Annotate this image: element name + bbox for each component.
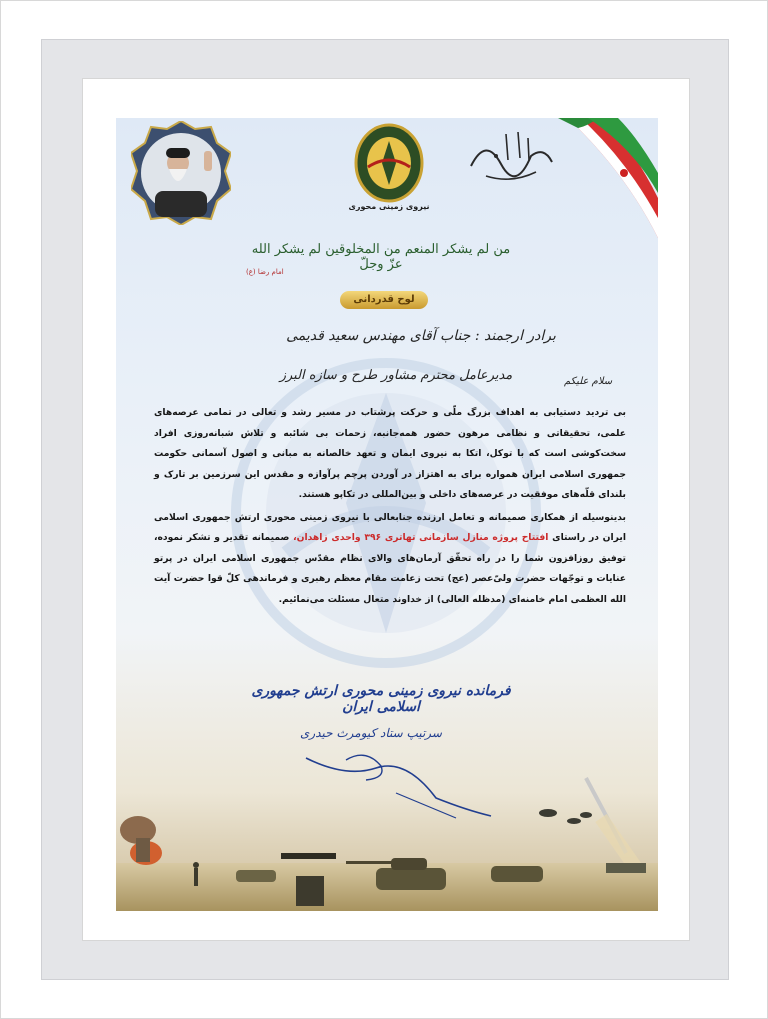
title-badge: لوح قدردانی	[340, 291, 428, 309]
paragraph-2	[154, 508, 626, 611]
paragraph-1: بی تردید دستیابی به اهداف بزرگ ملّی و حرکت پرشتاب در مسیر رشد و تعالی در تمامی عرصه‌های علمی، تحقیقاتی و نظامی مرهون حضور همه‌جانبه، زحمات بی شائبه و تلاش شبانه‌روزی افراد سخت‌کوشی است که با توکل، اتکا به نیروی ایمان و تعهد خالصانه به مبانی و اصول آسمانی حکومت جمهوری اسلامی ایران همواره برای به اهتزاز در آوردن پرچم پرآوازه و مقدس این سرزمین بر تارک و بلندای قلّه‌های موفقیت در عرصه‌های داخلی و بین‌المللی در تکاپو هستند.	[154, 407, 626, 500]
battlefield-illustration	[116, 758, 658, 911]
certificate-body	[154, 403, 626, 610]
hadith-reference: امام رضا (ع)	[246, 268, 284, 276]
army-emblem	[354, 123, 424, 205]
signatory-title: فرمانده نیروی زمینی محوری ارتش جمهوری اسلامی ایران	[251, 683, 511, 715]
header-hadith: من لم یشکر المنعم من المخلوقین لم یشکر الله عزّ وجلّ	[251, 242, 511, 272]
paragraph-2-end: صمیمانه تقدیر و تشکر نموده، توفیق روزافزون شما را در راه تحقّق آرمان‌های والای نظام مقدّس جمهوری اسلامی ایران در پرتو عنایات و توجّهات حضرت ولیّ‌عصر (عج) تحت زعامت مقام معظم رهبری و فرماندهی کلّ قوا حضرت آیت الله العظمی امام خامنه‌ای (مدظله العالی) از خداوند متعال مسئلت می‌نمائیم.	[154, 532, 626, 605]
basmala-calligraphy	[466, 126, 556, 188]
paragraph-2-start: بدینوسیله از همکاری صمیمانه و تعامل ارزنده جنابعالی با نیروی زمینی محوری ارتش جمهوری اسلامی ایران در راستای	[154, 511, 626, 543]
addressee: برادر ارجمند : جناب آقای مهندس سعید قدیمی	[286, 328, 556, 344]
leader-portrait	[131, 121, 231, 225]
certificate	[116, 118, 658, 911]
addressee-position: مدیرعامل محترم مشاور طرح و سازه البرز	[279, 368, 513, 383]
project-name: افتتاح پروژه منازل سازمانی تهاتری ۳۹۶ واحدی زاهدان،	[293, 532, 549, 543]
salutation: سلام علیکم	[564, 376, 613, 387]
emblem-caption: نیروی زمینی محوری	[348, 202, 430, 211]
signatory-name: سرتیپ ستاد کیومرث حیدری	[300, 726, 442, 740]
iran-flag	[558, 118, 658, 238]
